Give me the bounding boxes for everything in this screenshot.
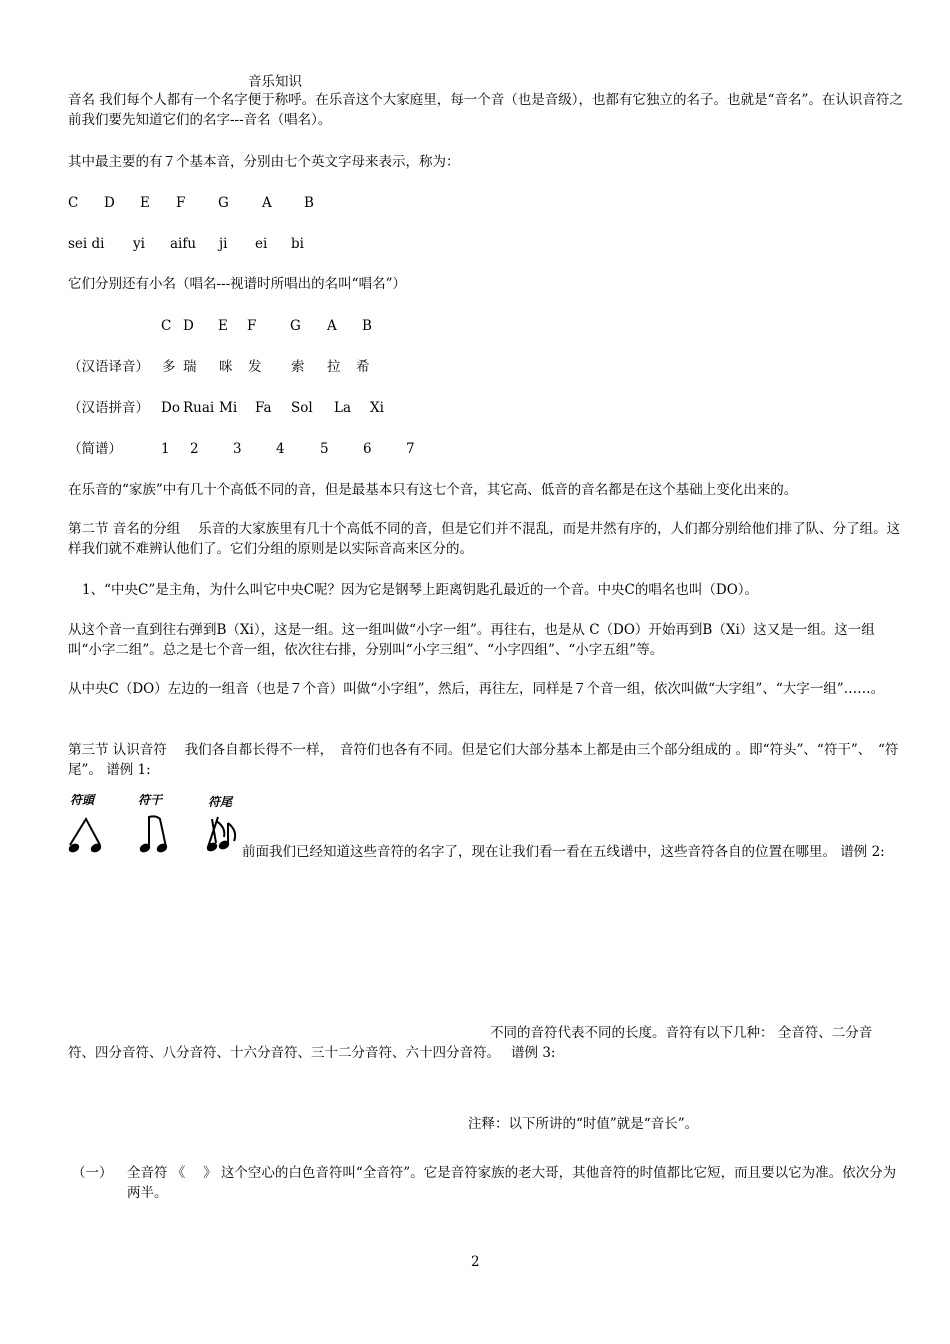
letter-a: A xyxy=(262,195,272,211)
letter2-f: F xyxy=(247,318,257,334)
pron-a: ei xyxy=(255,236,268,252)
paragraph-groups-right: 从这个音一直到往右弹到B（Xi），这是一组。这一组叫做“小字一组”。再往右，也是从 C（DO）开始再到B（Xi）这又是一组。这一组叫“小字二组”。总之是七个音一组，依次往右排，分别叫“小字三组”、“小字四组”、“小字五组”等。 xyxy=(68,622,875,658)
letter-f: F xyxy=(176,195,186,211)
jianpu-2: 2 xyxy=(190,441,199,457)
pinyin-sol: Sol xyxy=(291,400,313,416)
jianpu-4: 4 xyxy=(276,441,285,457)
letter2-e: E xyxy=(218,318,228,334)
jianpu-7: 7 xyxy=(406,441,415,457)
pinyin-fa: Fa xyxy=(255,400,272,416)
pinyin-do: Do xyxy=(161,400,180,416)
paragraph-section-two: 第二节 音名的分组 乐音的大家族里有几十个高低不同的音，但是它们并不混乱，而是井然有序的，人们都分别给他们排了队、分了组。这样我们就不难辨认他们了。它们分组的原则是以实际音高来区分的。 xyxy=(68,521,901,557)
paragraph-section-three: 第三节 认识音符 我们各自都长得不一样， 音符们也各有不同。但是它们大部分基本上都是由三个部分组成的 。即“符头”、“符干”、 “符尾”。 谱例 1: xyxy=(68,742,899,778)
hanzi-re: 瑞 xyxy=(183,359,197,375)
pron-cd: sei di xyxy=(68,236,105,252)
note-head-icon xyxy=(68,819,102,853)
note-drawing xyxy=(66,793,242,857)
letter-e: E xyxy=(140,195,150,211)
page-title: 音乐知识 xyxy=(248,74,302,90)
jianpu-1: 1 xyxy=(161,441,170,457)
hanzi-mi: 咪 xyxy=(219,359,233,375)
pinyin-la: La xyxy=(334,400,352,416)
pinyin-mi: Mi xyxy=(219,400,238,416)
fig-label-head: 符頭 xyxy=(70,793,95,807)
letter-g: G xyxy=(218,195,229,211)
letter2-g: G xyxy=(290,318,301,334)
fig-label-stem: 符干 xyxy=(138,793,163,807)
fig-label-flag: 符尾 xyxy=(208,795,233,809)
pron-e: yi xyxy=(133,236,145,252)
paragraph-whole-note: 全音符 《 》 这个空心的白色音符叫“全音符”。它是音符家族的老大哥，其他音符的时值都比它短，而且要以它为准。依次分为两半。 xyxy=(127,1165,897,1201)
hanzi-fa: 发 xyxy=(248,359,262,375)
letter2-a: A xyxy=(327,318,337,334)
letter-c: C xyxy=(68,195,79,211)
paragraph-groups-left: 从中央C（DO）左边的一组音（也是７个音）叫做“小字组”，然后，再往左，同样是７个音一组，依次叫做“大字组”、“大字一组”……。 xyxy=(68,681,885,697)
letter-d: D xyxy=(104,195,115,211)
page-number: 2 xyxy=(471,1254,480,1270)
hanzi-la: 拉 xyxy=(327,359,341,375)
annotation-duration: 注释：以下所讲的“时值”就是“音长”。 xyxy=(468,1116,699,1132)
jianpu-3: 3 xyxy=(233,441,242,457)
list-number-one: （一） xyxy=(72,1165,113,1181)
paragraph-note-types-b: 符、四分音符、八分音符、十六分音符、三十二分音符、六十四分音符。 谱例 3: xyxy=(68,1045,556,1061)
pinyin-ruai: Ruai xyxy=(183,400,215,416)
paragraph-basic-notes: 其中最主要的有７个基本音，分别由七个英文字母来表示，称为： xyxy=(68,154,460,170)
hanzi-label: （汉语译音） xyxy=(68,359,149,375)
pron-g: ji xyxy=(219,236,228,252)
paragraph-note-types-a: 不同的音符代表不同的长度。音符有以下几种： 全音符、二分音 xyxy=(490,1025,873,1041)
paragraph-staff-intro: 前面我们已经知道这些音符的名字了，现在让我们看一看在五线谱中，这些音符各自的位置在哪里。 谱例 2: xyxy=(242,844,885,860)
note-flag-icon xyxy=(206,817,235,852)
jianpu-label: （简谱） xyxy=(68,441,122,457)
paragraph-yinming: 音名 我们每个人都有一个名字便于称呼。在乐音这个大家庭里，每一个音（也是音级），也都有它独立的名子。也就是“音名”。在认识音符之前我们要先知道它们的名字---音名（唱名）。 xyxy=(68,92,903,128)
letter2-b: B xyxy=(362,318,372,334)
jianpu-6: 6 xyxy=(363,441,372,457)
note-parts-figure xyxy=(66,793,242,857)
letter2-d: D xyxy=(183,318,194,334)
pinyin-xi: Xi xyxy=(370,400,384,416)
jianpu-5: 5 xyxy=(320,441,329,457)
pron-f: aifu xyxy=(170,236,197,252)
hanzi-sol: 索 xyxy=(291,359,305,375)
pron-b: bi xyxy=(291,236,304,252)
pinyin-label: （汉语拼音） xyxy=(68,400,149,416)
paragraph-family: 在乐音的“家族”中有几十个高低不同的音，但是最基本只有这七个音，其它高、低音的音名都是在这个基础上变化出来的。 xyxy=(68,482,798,498)
hanzi-do: 多 xyxy=(162,359,176,375)
paragraph-middle-c: 1、“中央C”是主角，为什么叫它中央C呢？因为它是钢琴上距离钥匙孔最近的一个音。中央C的唱名也叫（DO）。 xyxy=(82,582,759,598)
letter2-c: C xyxy=(161,318,172,334)
note-stem-icon xyxy=(139,816,168,853)
hanzi-xi: 希 xyxy=(356,359,370,375)
paragraph-changming: 它们分别还有小名（唱名---视谱时所唱出的名叫“唱名”） xyxy=(68,276,406,292)
letter-b: B xyxy=(304,195,314,211)
